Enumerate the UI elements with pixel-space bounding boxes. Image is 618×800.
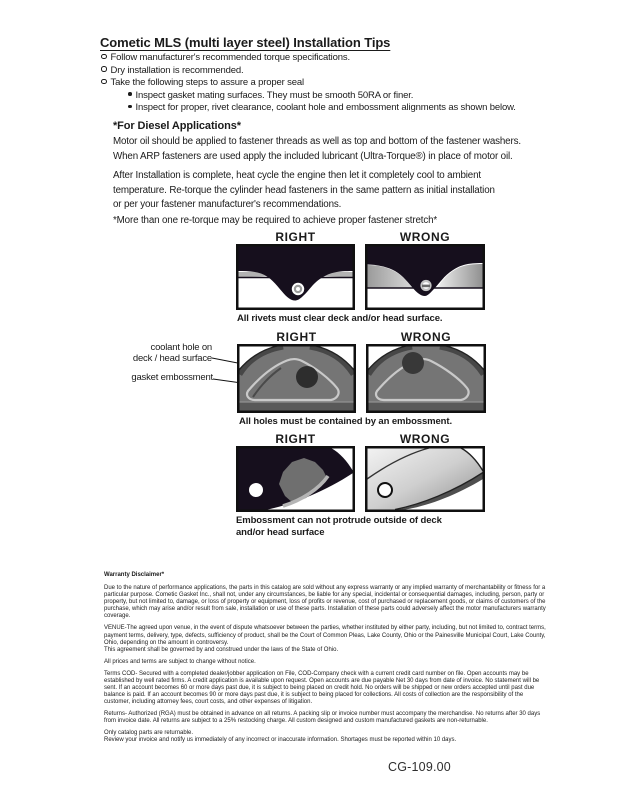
- gasket-embossment-annotation: gasket embossment: [131, 372, 213, 383]
- coolant-hole-annotation: coolant hole on deck / head surface: [132, 342, 212, 364]
- retorque-note: *More than one re-torque may be required to achieve proper fastener stretch*: [113, 215, 438, 226]
- embossment-wrong-diagram: [366, 344, 486, 413]
- protrusion-wrong-diagram: [365, 446, 485, 512]
- wrong-label: WRONG: [400, 330, 452, 344]
- legal-paragraph: VENUE-The agreed upon venue, in the event of dispute whatsoever between the parties, whether instituted by either party, including, but not limited to, contract terms, payment terms, delivery, type, defects, sufficiency of product, shall be the Court of Common Pleas, Lake County, Ohio or the Painesville Municipal Court, Lake County, Ohio, depending on the amount in controversy.: [104, 625, 546, 646]
- legal-paragraph: This agreement shall be governed by and construed under the laws of the State of Ohio.: [104, 646, 339, 653]
- row1-caption: All rivets must clear deck and/or head surface.: [237, 313, 443, 324]
- legal-paragraph: Review your invoice and notify us immediately of any incorrect or inaccurate information. Shortages must be reported within 10 days.: [104, 737, 457, 744]
- page-code: CG-109.00: [388, 760, 451, 774]
- bullet-text: Follow manufacturer's recommended torque specifications.: [110, 52, 350, 63]
- sub-bullet-item: [128, 102, 516, 113]
- diesel-paragraph-line: temperature. Re-torque the cylinder head fasteners in the same pattern as initial installation: [113, 184, 495, 196]
- bullet-item: [101, 52, 350, 63]
- legal-paragraph: Returns- Authorized (RGA) must be obtained in advance on all returns. A packing slip or invoice number must accompany the merchandise. No returns after 30 days from invoice date. All returns are subject to a 25% restocking charge. All custom designed and custom manufactured gaskets are non-returnable.: [104, 711, 541, 725]
- rivet-wrong-diagram: [365, 244, 485, 310]
- filled-bullet-icon: [128, 92, 132, 96]
- row3-caption-line1: Embossment can not protrude outside of deck: [236, 515, 442, 526]
- sub-bullet-item: [128, 90, 413, 101]
- legal-paragraph: Terms COD- Secured with a completed dealer/jobber application on File, COD-Company check with a current credit card number on file. Open accounts may be established by well rated firms. A credit application is available upon request. Open accounts are due payable Net 30 days from date of invoice. No statement will be sent. If an account becomes 60 or more days past due, it is subject to being placed on credit hold. No orders will be shipped or new orders accepted until past due balance is paid. If an account becomes 90 or more days past due, it is subject to being placed for collections. All costs of collection are the responsibility of the customer, including attorney fees, court costs, and other expenses of litigation.: [104, 670, 540, 706]
- legal-paragraph: All prices and terms are subject to change without notice.: [104, 658, 256, 665]
- diesel-section-heading: *For Diesel Applications*: [113, 120, 241, 132]
- protrusion-right-diagram: [236, 446, 355, 512]
- diesel-paragraph-line: After Installation is complete, heat cycle the engine then let it completely cool to ambient: [113, 170, 481, 181]
- wrong-label: WRONG: [399, 432, 451, 446]
- open-bullet-icon: [101, 79, 107, 85]
- filled-bullet-icon: [128, 105, 132, 109]
- row2-caption: All holes must be contained by an embossment.: [239, 416, 452, 427]
- open-bullet-icon: [101, 54, 107, 60]
- right-label: RIGHT: [275, 230, 316, 244]
- bullet-item: [101, 65, 244, 76]
- bullet-text: Inspect gasket mating surfaces. They must be smooth 50RA or finer.: [135, 89, 414, 101]
- legal-paragraph: Due to the nature of performance applications, the parts in this catalog are sold without any express warranty or any implied warranty of merchantability or fitness for a particular purpose. Cometic Gasket Inc., shall not, under any circumstances, be liable for any special, incidental or consequential damages, including, person, party or property, but not limited to, damage, or loss of property or equipment, loss of profits or revenue, cost of purchased or replacement goods, or claims of customers of the purchase, which may arise and/or result from sale, installation or use of these parts. Installation of these parts could adversely affect the motor manufacturers warranty coverage.: [104, 585, 546, 620]
- diesel-paragraph-line: or per your fastener manufacturer's recommendations.: [113, 199, 342, 210]
- legal-disclaimer-block: [104, 572, 550, 750]
- right-label: RIGHT: [276, 330, 317, 344]
- page-title: Cometic MLS (multi layer steel) Installation Tips: [100, 35, 391, 50]
- bullet-text: Inspect for proper, rivet clearance, coolant hole and embossment alignments as shown below.: [135, 102, 516, 113]
- diesel-paragraph-line: Motor oil should be applied to fastener threads as well as top and bottom of the fastener washers.: [113, 136, 521, 147]
- bullet-text: Dry installation is recommended.: [110, 64, 244, 76]
- wrong-label: WRONG: [399, 230, 451, 244]
- legal-paragraph: Only catalog parts are returnable.: [104, 730, 194, 737]
- diesel-paragraph-line: When ARP fasteners are used apply the included lubricant (Ultra-Torque®) in place of motor oil.: [113, 150, 513, 162]
- row3-caption-line2: and/or head surface: [236, 526, 325, 538]
- bullet-text: Take the following steps to assure a proper seal: [110, 77, 304, 88]
- open-bullet-icon: [101, 66, 107, 72]
- embossment-right-diagram: [237, 344, 356, 413]
- right-label: RIGHT: [275, 432, 316, 446]
- legal-heading: Warranty Disclaimer*: [104, 572, 165, 578]
- rivet-right-diagram: [236, 244, 355, 310]
- bullet-item: [101, 77, 304, 88]
